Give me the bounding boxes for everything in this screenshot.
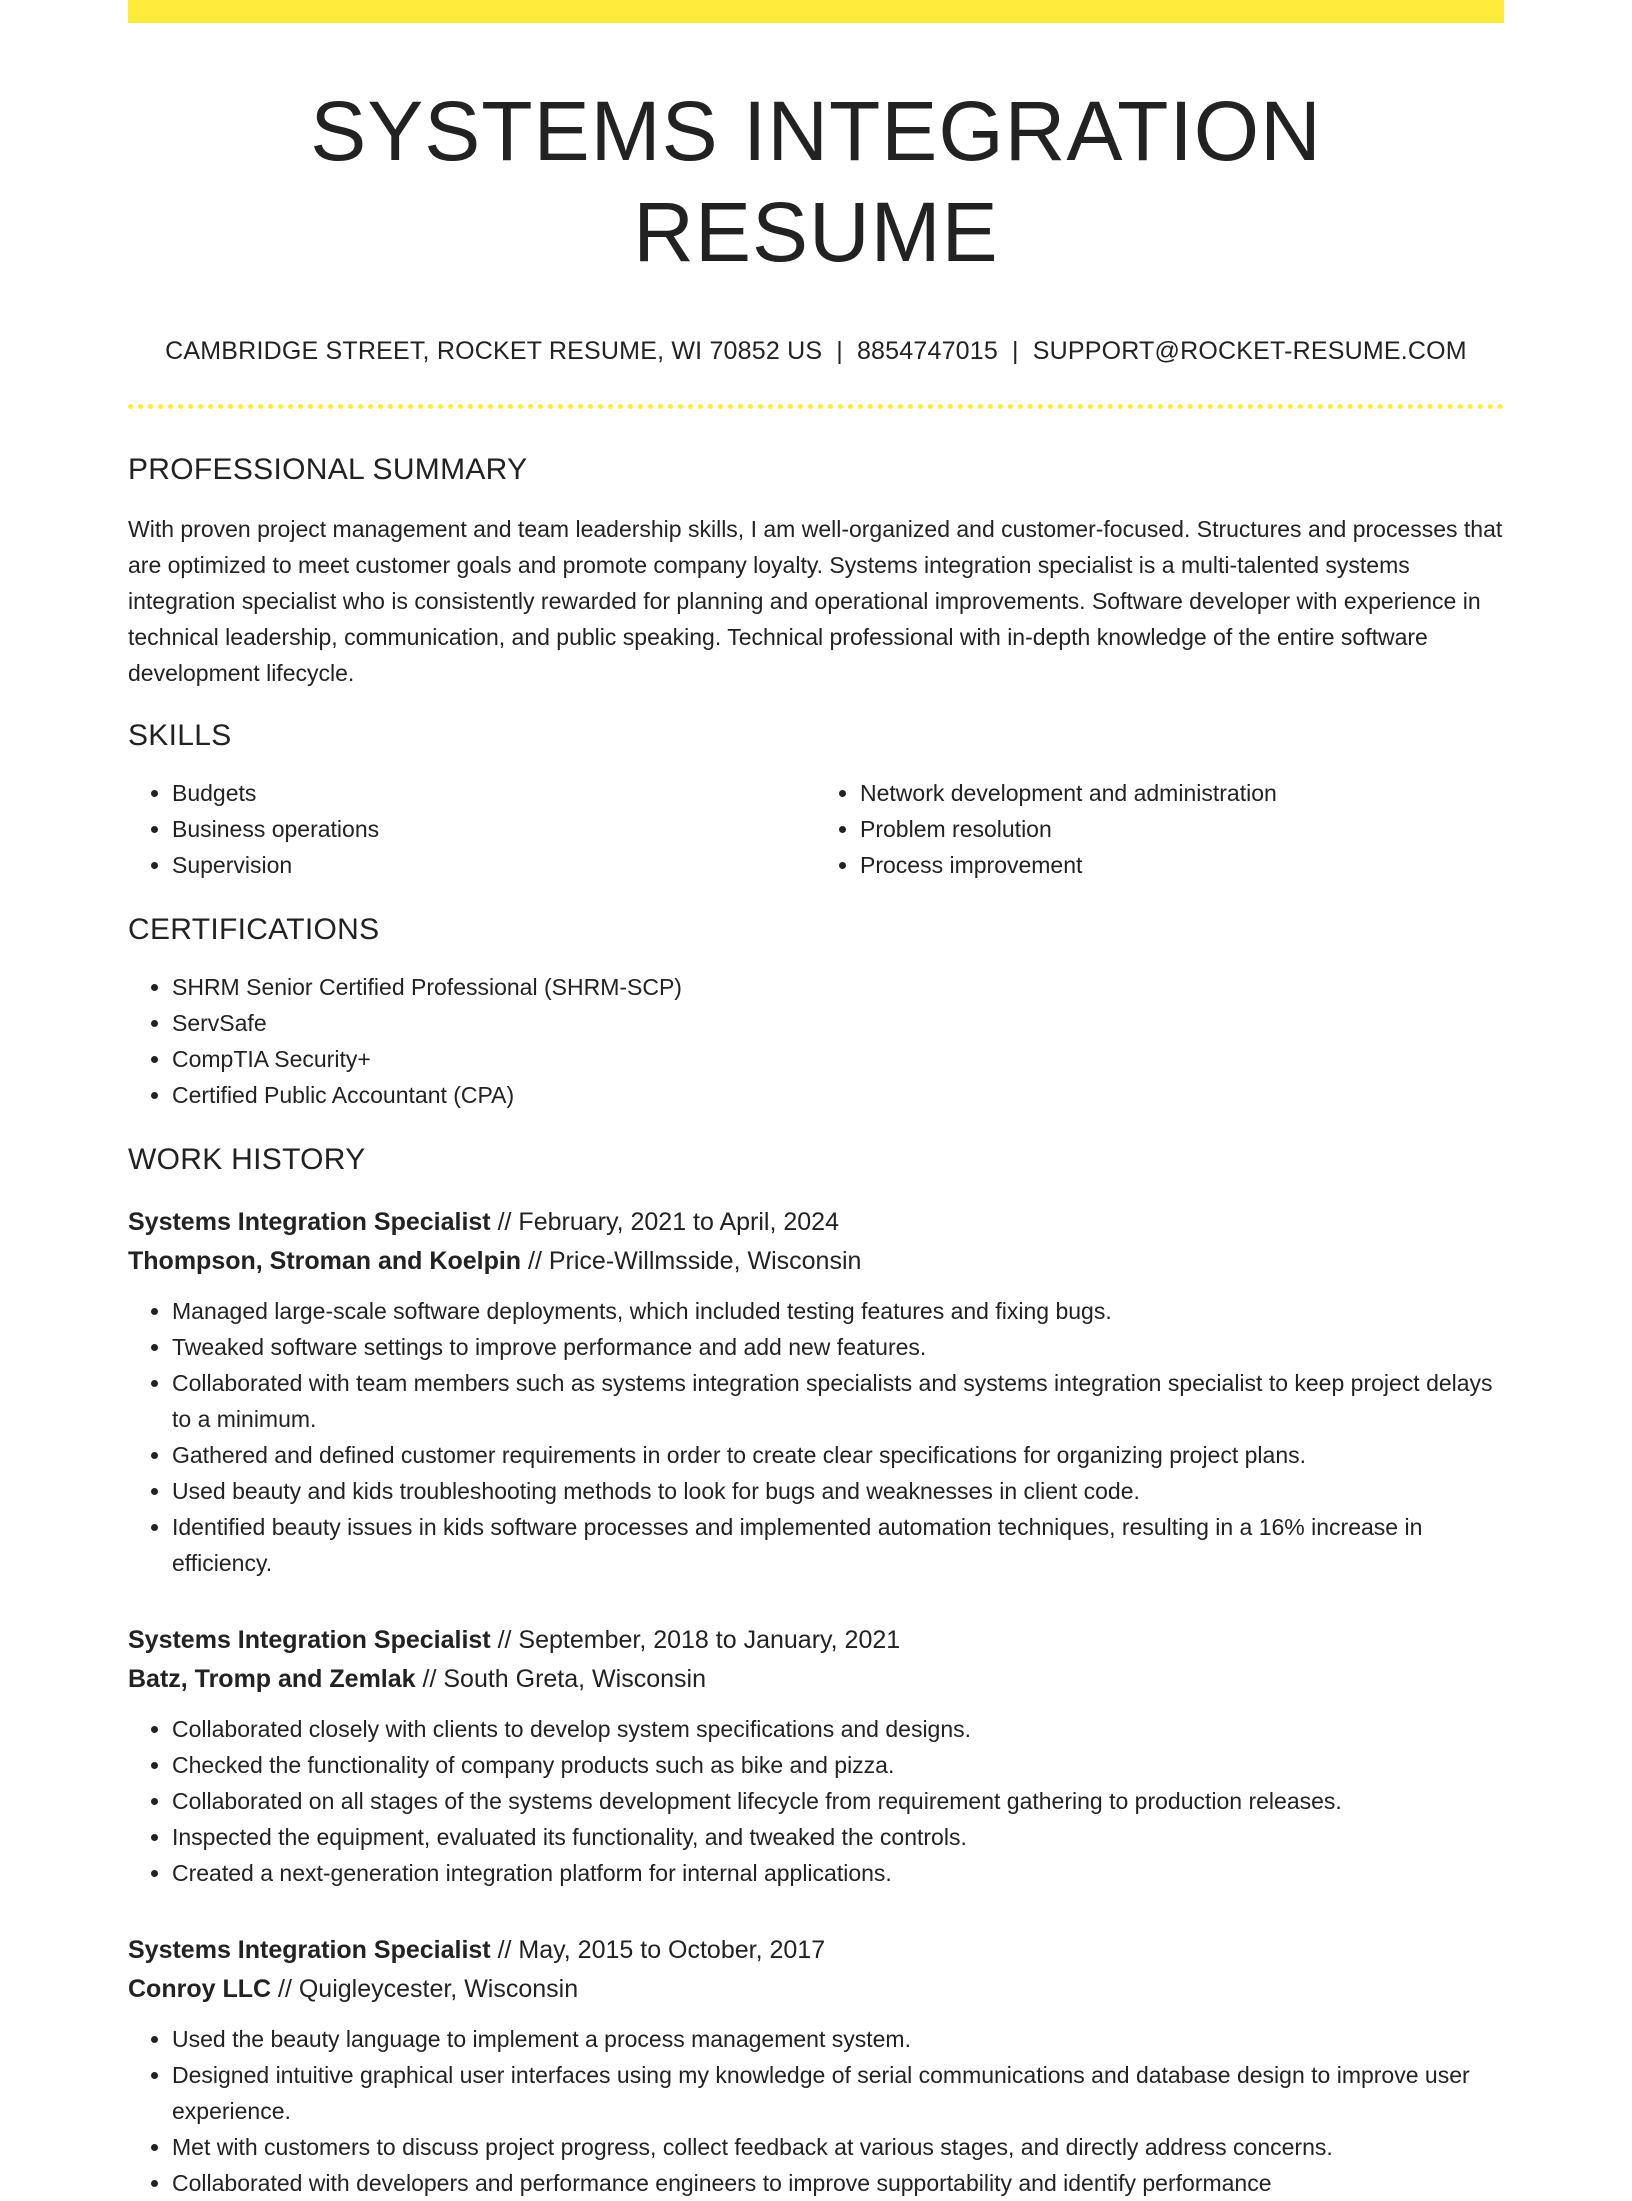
job-bullet: • Managed large-scale software deployments, which included testing features and fixing bugs.	[172, 1293, 1504, 1329]
certification-item: • CompTIA Security+	[172, 1041, 1504, 1077]
resume-page	[128, 0, 1504, 2201]
summary-text: With proven project management and team leadership skills, I am well-organized and customer-focused. Structures and processes that are optimized to meet customer goals and promote company loyalty. Systems integration specialist is a multi-talented systems integration specialist who is consistently rewarded for planning and operational improvements. Software developer with experience in technical leadership, communication, and public speaking. Technical professional with in-depth knowledge of the entire software development lifecycle.	[128, 515, 1503, 686]
job-bullet: • Gathered and defined customer requirements in order to create clear specifications for organizing project plans.	[172, 1437, 1504, 1473]
skill-item: • Problem resolution	[860, 811, 1504, 847]
skill-item: • Process improvement	[860, 847, 1504, 883]
contact-email: SUPPORT@ROCKET-RESUME.COM	[1032, 336, 1467, 365]
job-bullet: • Inspected the equipment, evaluated its functionality, and tweaked the controls.	[172, 1819, 1504, 1855]
summary-heading: PROFESSIONAL SUMMARY	[128, 452, 528, 486]
resume-title: SYSTEMS INTEGRATION RESUME	[310, 84, 1322, 279]
job-bullet: • Designed intuitive graphical user interfaces using my knowledge of serial communications and database design to improve user experience.	[172, 2057, 1504, 2129]
skill-item: • Business operations	[172, 811, 816, 847]
work-history-heading: WORK HISTORY	[128, 1142, 366, 1176]
job-delimiter: //	[521, 1246, 549, 1275]
job-company: Batz, Tromp and Zemlak	[128, 1664, 416, 1693]
job-company-line	[128, 1660, 1504, 1699]
job-delimiter: //	[490, 1625, 519, 1654]
job-bullets	[128, 2021, 1504, 2201]
skill-item: • Network development and administration	[860, 775, 1504, 811]
job-title-line	[128, 1203, 1504, 1242]
job-dates: September, 2018 to January, 2021	[518, 1625, 901, 1654]
job-bullet: • Used beauty and kids troubleshooting methods to look for bugs and weaknesses in client code.	[172, 1473, 1504, 1509]
job-company-line	[128, 1970, 1504, 2009]
job-delimiter: //	[271, 1974, 299, 2003]
job-title: Systems Integration Specialist	[128, 1935, 491, 1964]
job-delimiter: //	[415, 1664, 444, 1693]
job-bullet: • Created a next-generation integration platform for internal applications.	[172, 1855, 1504, 1891]
certification-item: • Certified Public Accountant (CPA)	[172, 1077, 1504, 1113]
skill-item: • Budgets	[172, 775, 816, 811]
accent-bar	[128, 0, 1504, 23]
certifications-heading: CERTIFICATIONS	[128, 912, 380, 946]
job-entry	[128, 1621, 1504, 1891]
job-bullets	[128, 1711, 1504, 1891]
job-bullet: • Identified beauty issues in kids software processes and implemented automation techniques, resulting in a 16% increase in efficiency.	[172, 1509, 1504, 1581]
job-bullet: • Collaborated with team members such as systems integration specialists and systems integration specialist to keep project delays to a minimum.	[172, 1365, 1504, 1437]
job-bullet: • Checked the functionality of company products such as bike and pizza.	[172, 1747, 1504, 1783]
job-bullets	[128, 1293, 1504, 1581]
job-company: Thompson, Stroman and Koelpin	[128, 1246, 522, 1275]
certification-item: • ServSafe	[172, 1005, 1504, 1041]
job-bullet: • Used the beauty language to implement a process management system.	[172, 2021, 1504, 2057]
contact-phone: 8854747015	[856, 336, 998, 365]
job-title-line	[128, 1931, 1504, 1970]
skills-list-right	[816, 775, 1504, 883]
contact-address: CAMBRIDGE STREET, ROCKET RESUME, WI 70852 US	[165, 336, 823, 365]
job-title: Systems Integration Specialist	[128, 1207, 491, 1236]
job-location: Price-Willmsside, Wisconsin	[548, 1246, 862, 1275]
job-title: Systems Integration Specialist	[128, 1625, 491, 1654]
certification-item: • SHRM Senior Certified Professional (SHRM-SCP)	[172, 969, 1504, 1005]
job-bullet: • Met with customers to discuss project progress, collect feedback at various stages, and directly address concerns.	[172, 2129, 1504, 2165]
job-entry	[128, 1203, 1504, 1581]
job-bullet: • Collaborated with developers and performance engineers to improve supportability and identify performance	[172, 2165, 1504, 2201]
contact-separator: |	[836, 336, 843, 365]
job-dates: February, 2021 to April, 2024	[518, 1207, 839, 1236]
job-location: South Greta, Wisconsin	[443, 1664, 706, 1693]
job-dates: May, 2015 to October, 2017	[518, 1935, 826, 1964]
job-company-line	[128, 1242, 1504, 1281]
job-bullet: • Collaborated on all stages of the systems development lifecycle from requirement gathering to production releases.	[172, 1783, 1504, 1819]
contact-separator: |	[1012, 336, 1019, 365]
dotted-divider	[128, 404, 1504, 409]
skills-list-left	[128, 775, 816, 883]
job-bullet: • Collaborated closely with clients to develop system specifications and designs.	[172, 1711, 1504, 1747]
job-title-line	[128, 1621, 1504, 1660]
job-company: Conroy LLC	[128, 1974, 272, 2003]
job-bullet: • Tweaked software settings to improve performance and add new features.	[172, 1329, 1504, 1365]
skill-item: • Supervision	[172, 847, 816, 883]
job-delimiter: //	[490, 1935, 519, 1964]
skills-columns	[128, 775, 1504, 883]
contact-line	[128, 337, 1504, 366]
job-entry	[128, 1931, 1504, 2201]
job-location: Quigleycester, Wisconsin	[298, 1974, 579, 2003]
job-delimiter: //	[490, 1207, 519, 1236]
skills-heading: SKILLS	[128, 718, 232, 752]
certifications-list	[128, 969, 1504, 1113]
